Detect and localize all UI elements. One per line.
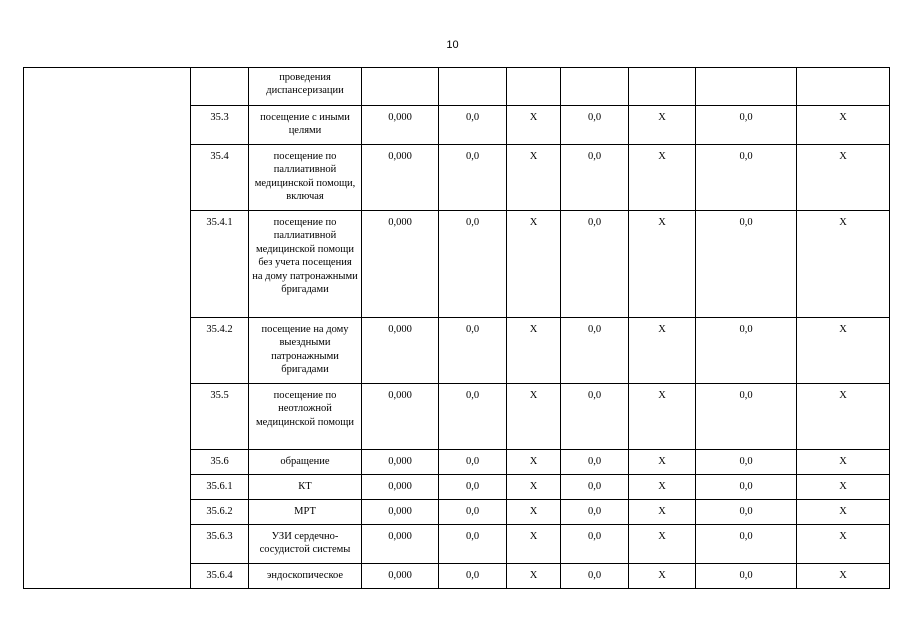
value-cell-2: 0,0 — [439, 564, 507, 589]
row-number-cell — [191, 68, 249, 106]
value-cell-4: 0,0 — [561, 525, 629, 564]
value-cell-3: X — [507, 318, 561, 384]
row-number-cell: 35.6.1 — [191, 475, 249, 500]
value-cell-4: 0,0 — [561, 475, 629, 500]
value-cell-7: X — [797, 318, 890, 384]
value-cell-7: X — [797, 106, 890, 145]
table-row — [24, 68, 890, 106]
page-number: 10 — [446, 39, 459, 51]
value-cell-1: 0,000 — [362, 106, 439, 145]
value-cell-2: 0,0 — [439, 145, 507, 211]
value-cell-3 — [507, 68, 561, 106]
value-cell-3: X — [507, 475, 561, 500]
value-cell-5: X — [629, 500, 696, 525]
value-cell-5: X — [629, 384, 696, 450]
row-number-cell: 35.6.4 — [191, 564, 249, 589]
row-number-cell: 35.6.3 — [191, 525, 249, 564]
data-table — [23, 67, 890, 589]
value-cell-7: X — [797, 475, 890, 500]
row-name-cell: проведения диспансеризации — [249, 68, 362, 106]
row-name-cell: МРТ — [249, 500, 362, 525]
row-number-cell: 35.3 — [191, 106, 249, 145]
value-cell-3: X — [507, 384, 561, 450]
value-cell-1: 0,000 — [362, 145, 439, 211]
value-cell-5: X — [629, 106, 696, 145]
value-cell-2: 0,0 — [439, 106, 507, 145]
value-cell-1: 0,000 — [362, 450, 439, 475]
row-name-cell: посещение на дому выездными патронажными бригадами — [249, 318, 362, 384]
value-cell-6: 0,0 — [696, 384, 797, 450]
value-cell-2: 0,0 — [439, 318, 507, 384]
value-cell-1: 0,000 — [362, 475, 439, 500]
value-cell-1: 0,000 — [362, 384, 439, 450]
value-cell-7: X — [797, 384, 890, 450]
value-cell-7: X — [797, 211, 890, 318]
value-cell-4: 0,0 — [561, 450, 629, 475]
row-name-cell: эндоскопическое — [249, 564, 362, 589]
value-cell-3: X — [507, 211, 561, 318]
value-cell-4 — [561, 68, 629, 106]
value-cell-7: X — [797, 145, 890, 211]
value-cell-2: 0,0 — [439, 500, 507, 525]
value-cell-2: 0,0 — [439, 525, 507, 564]
value-cell-7: X — [797, 500, 890, 525]
row-number-cell: 35.6 — [191, 450, 249, 475]
row-name-cell: посещение по неотложной медицинской помощи — [249, 384, 362, 450]
value-cell-6: 0,0 — [696, 475, 797, 500]
value-cell-1: 0,000 — [362, 525, 439, 564]
value-cell-2: 0,0 — [439, 211, 507, 318]
value-cell-2: 0,0 — [439, 475, 507, 500]
value-cell-6: 0,0 — [696, 450, 797, 475]
row-number-cell: 35.4 — [191, 145, 249, 211]
value-cell-6: 0,0 — [696, 211, 797, 318]
value-cell-6: 0,0 — [696, 500, 797, 525]
value-cell-6 — [696, 68, 797, 106]
row-number-cell: 35.4.2 — [191, 318, 249, 384]
value-cell-5 — [629, 68, 696, 106]
value-cell-6: 0,0 — [696, 145, 797, 211]
value-cell-3: X — [507, 525, 561, 564]
value-cell-6: 0,0 — [696, 106, 797, 145]
row-name-cell: посещение по паллиативной медицинской помощи, включая — [249, 145, 362, 211]
value-cell-1: 0,000 — [362, 211, 439, 318]
value-cell-4: 0,0 — [561, 318, 629, 384]
row-name-cell: КТ — [249, 475, 362, 500]
value-cell-4: 0,0 — [561, 564, 629, 589]
value-cell-3: X — [507, 564, 561, 589]
value-cell-5: X — [629, 211, 696, 318]
value-cell-3: X — [507, 145, 561, 211]
value-cell-7 — [797, 68, 890, 106]
value-cell-4: 0,0 — [561, 384, 629, 450]
value-cell-5: X — [629, 525, 696, 564]
value-cell-4: 0,0 — [561, 145, 629, 211]
value-cell-3: X — [507, 106, 561, 145]
value-cell-1: 0,000 — [362, 318, 439, 384]
value-cell-5: X — [629, 564, 696, 589]
value-cell-1: 0,000 — [362, 500, 439, 525]
row-number-cell: 35.4.1 — [191, 211, 249, 318]
value-cell-5: X — [629, 318, 696, 384]
value-cell-5: X — [629, 450, 696, 475]
row-name-cell: УЗИ сердечно-сосудистой системы — [249, 525, 362, 564]
row-name-cell: посещение по паллиативной медицинской помощи без учета посещения на дому патронажными бригадами — [249, 211, 362, 318]
value-cell-1 — [362, 68, 439, 106]
value-cell-1: 0,000 — [362, 564, 439, 589]
value-cell-5: X — [629, 475, 696, 500]
table-body — [24, 68, 890, 589]
value-cell-6: 0,0 — [696, 318, 797, 384]
row-number-cell: 35.5 — [191, 384, 249, 450]
blank-section-cell — [24, 68, 191, 589]
value-cell-2 — [439, 68, 507, 106]
row-name-cell: обращение — [249, 450, 362, 475]
value-cell-7: X — [797, 450, 890, 475]
value-cell-2: 0,0 — [439, 384, 507, 450]
value-cell-7: X — [797, 564, 890, 589]
value-cell-5: X — [629, 145, 696, 211]
value-cell-7: X — [797, 525, 890, 564]
value-cell-4: 0,0 — [561, 500, 629, 525]
row-name-cell: посещение с иными целями — [249, 106, 362, 145]
value-cell-3: X — [507, 500, 561, 525]
value-cell-6: 0,0 — [696, 564, 797, 589]
value-cell-2: 0,0 — [439, 450, 507, 475]
row-number-cell: 35.6.2 — [191, 500, 249, 525]
value-cell-4: 0,0 — [561, 211, 629, 318]
value-cell-6: 0,0 — [696, 525, 797, 564]
value-cell-4: 0,0 — [561, 106, 629, 145]
value-cell-3: X — [507, 450, 561, 475]
